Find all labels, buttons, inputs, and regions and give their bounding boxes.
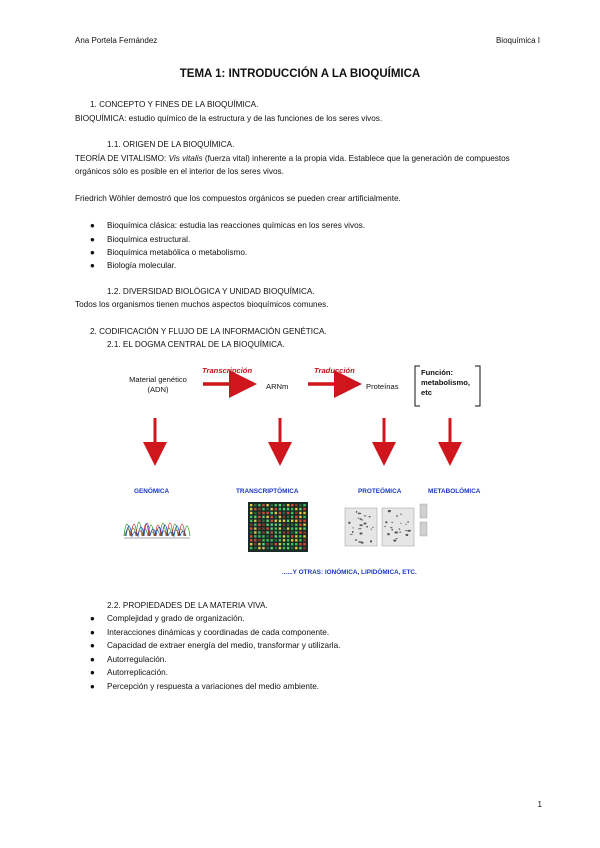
- transcription-label: Transcripción: [202, 366, 253, 375]
- omics-label-metabolomics: METABOLÓMICA: [428, 488, 481, 495]
- function-bracket-right: [475, 366, 480, 406]
- list-item: ● Capacidad de extraer energía del medio, transformar y utilizarla.: [90, 641, 341, 650]
- function-label: Función: metabolismo, etc: [421, 368, 470, 397]
- list-item: ● Biología molecular.: [90, 261, 177, 270]
- section-1-1-heading: 1.1. ORIGEN DE LA BIOQUÍMICA.: [107, 140, 235, 149]
- list-item: ● Complejidad y grado de organización.: [90, 614, 245, 623]
- page-title: TEMA 1: INTRODUCCIÓN A LA BIOQUÍMICA: [179, 68, 421, 80]
- header-author: Ana Portela Fernández: [75, 36, 158, 45]
- other-omics-note: ......Y OTRAS: IONÓMICA, LIPIDÓMICA, ETC.: [282, 569, 417, 576]
- chromatogram-image: [122, 510, 192, 538]
- header-subject: Bioquímica I: [495, 36, 540, 45]
- translation-label: Traducción: [314, 366, 355, 375]
- proteomics-gels-image: [345, 504, 427, 546]
- section-2-2-heading: 2.2. PROPIEDADES DE LA MATERIA VIVA.: [107, 601, 268, 610]
- omics-label-genomics: GENÓMICA: [134, 488, 170, 495]
- vitalism-paragraph: TEORÍA DE VITALISMO: Vis vitalis (fuerza vital) inherente a la propia vida. Establece que la generación de compuestos orgánicos sólo es posible en el interior de los seres vivos.: [75, 154, 510, 176]
- biochemistry-definition: BIOQUÍMICA: estudio químico de la estructura y de las funciones de los seres vivos.: [75, 114, 383, 123]
- unity-paragraph: Todos los organismos tienen muchos aspectos bioquímicos comunes.: [75, 300, 329, 309]
- section-2-heading: 2. CODIFICACIÓN Y FLUJO DE LA INFORMACIÓN GENÉTICA.: [90, 327, 327, 336]
- list-item: ● Bioquímica clásica: estudia las reacciones químicas en los seres vivos.: [90, 221, 366, 230]
- list-item: ● Interacciones dinámicas y coordinadas de cada componente.: [90, 628, 330, 637]
- section-1-2-heading: 1.2. DIVERSIDAD BIOLÓGICA Y UNIDAD BIOQUÍMICA.: [107, 287, 315, 296]
- proteins-label: Proteínas: [366, 382, 399, 391]
- omics-label-proteomics: PROTEÓMICA: [358, 488, 402, 495]
- page-number: 1: [537, 800, 542, 809]
- section-1-heading: 1. CONCEPTO Y FINES DE LA BIOQUÍMICA.: [90, 100, 259, 109]
- wohler-paragraph: Friedrich Wöhler demostró que los compuestos orgánicos se pueden crear artificialmente.: [75, 194, 401, 203]
- microarray-image: [248, 502, 308, 552]
- list-item: ● Bioquímica estructural.: [90, 235, 191, 244]
- central-dogma-diagram: [110, 362, 490, 582]
- arnm-label: ARNm: [266, 382, 289, 391]
- list-item: ● Bioquímica metabólica o metabolismo.: [90, 248, 248, 257]
- list-item: ● Autorregulación.: [90, 655, 167, 664]
- omics-label-transcriptomics: TRANSCRIPTÓMICA: [236, 488, 299, 495]
- function-bracket-left: [415, 366, 420, 406]
- list-item: ● Autorreplicación.: [90, 668, 168, 677]
- dna-label: Material genético (ADN): [129, 375, 187, 394]
- section-2-1-heading: 2.1. EL DOGMA CENTRAL DE LA BIOQUÍMICA.: [107, 340, 285, 349]
- list-item: ● Percepción y respuesta a variaciones del medio ambiente.: [90, 682, 320, 691]
